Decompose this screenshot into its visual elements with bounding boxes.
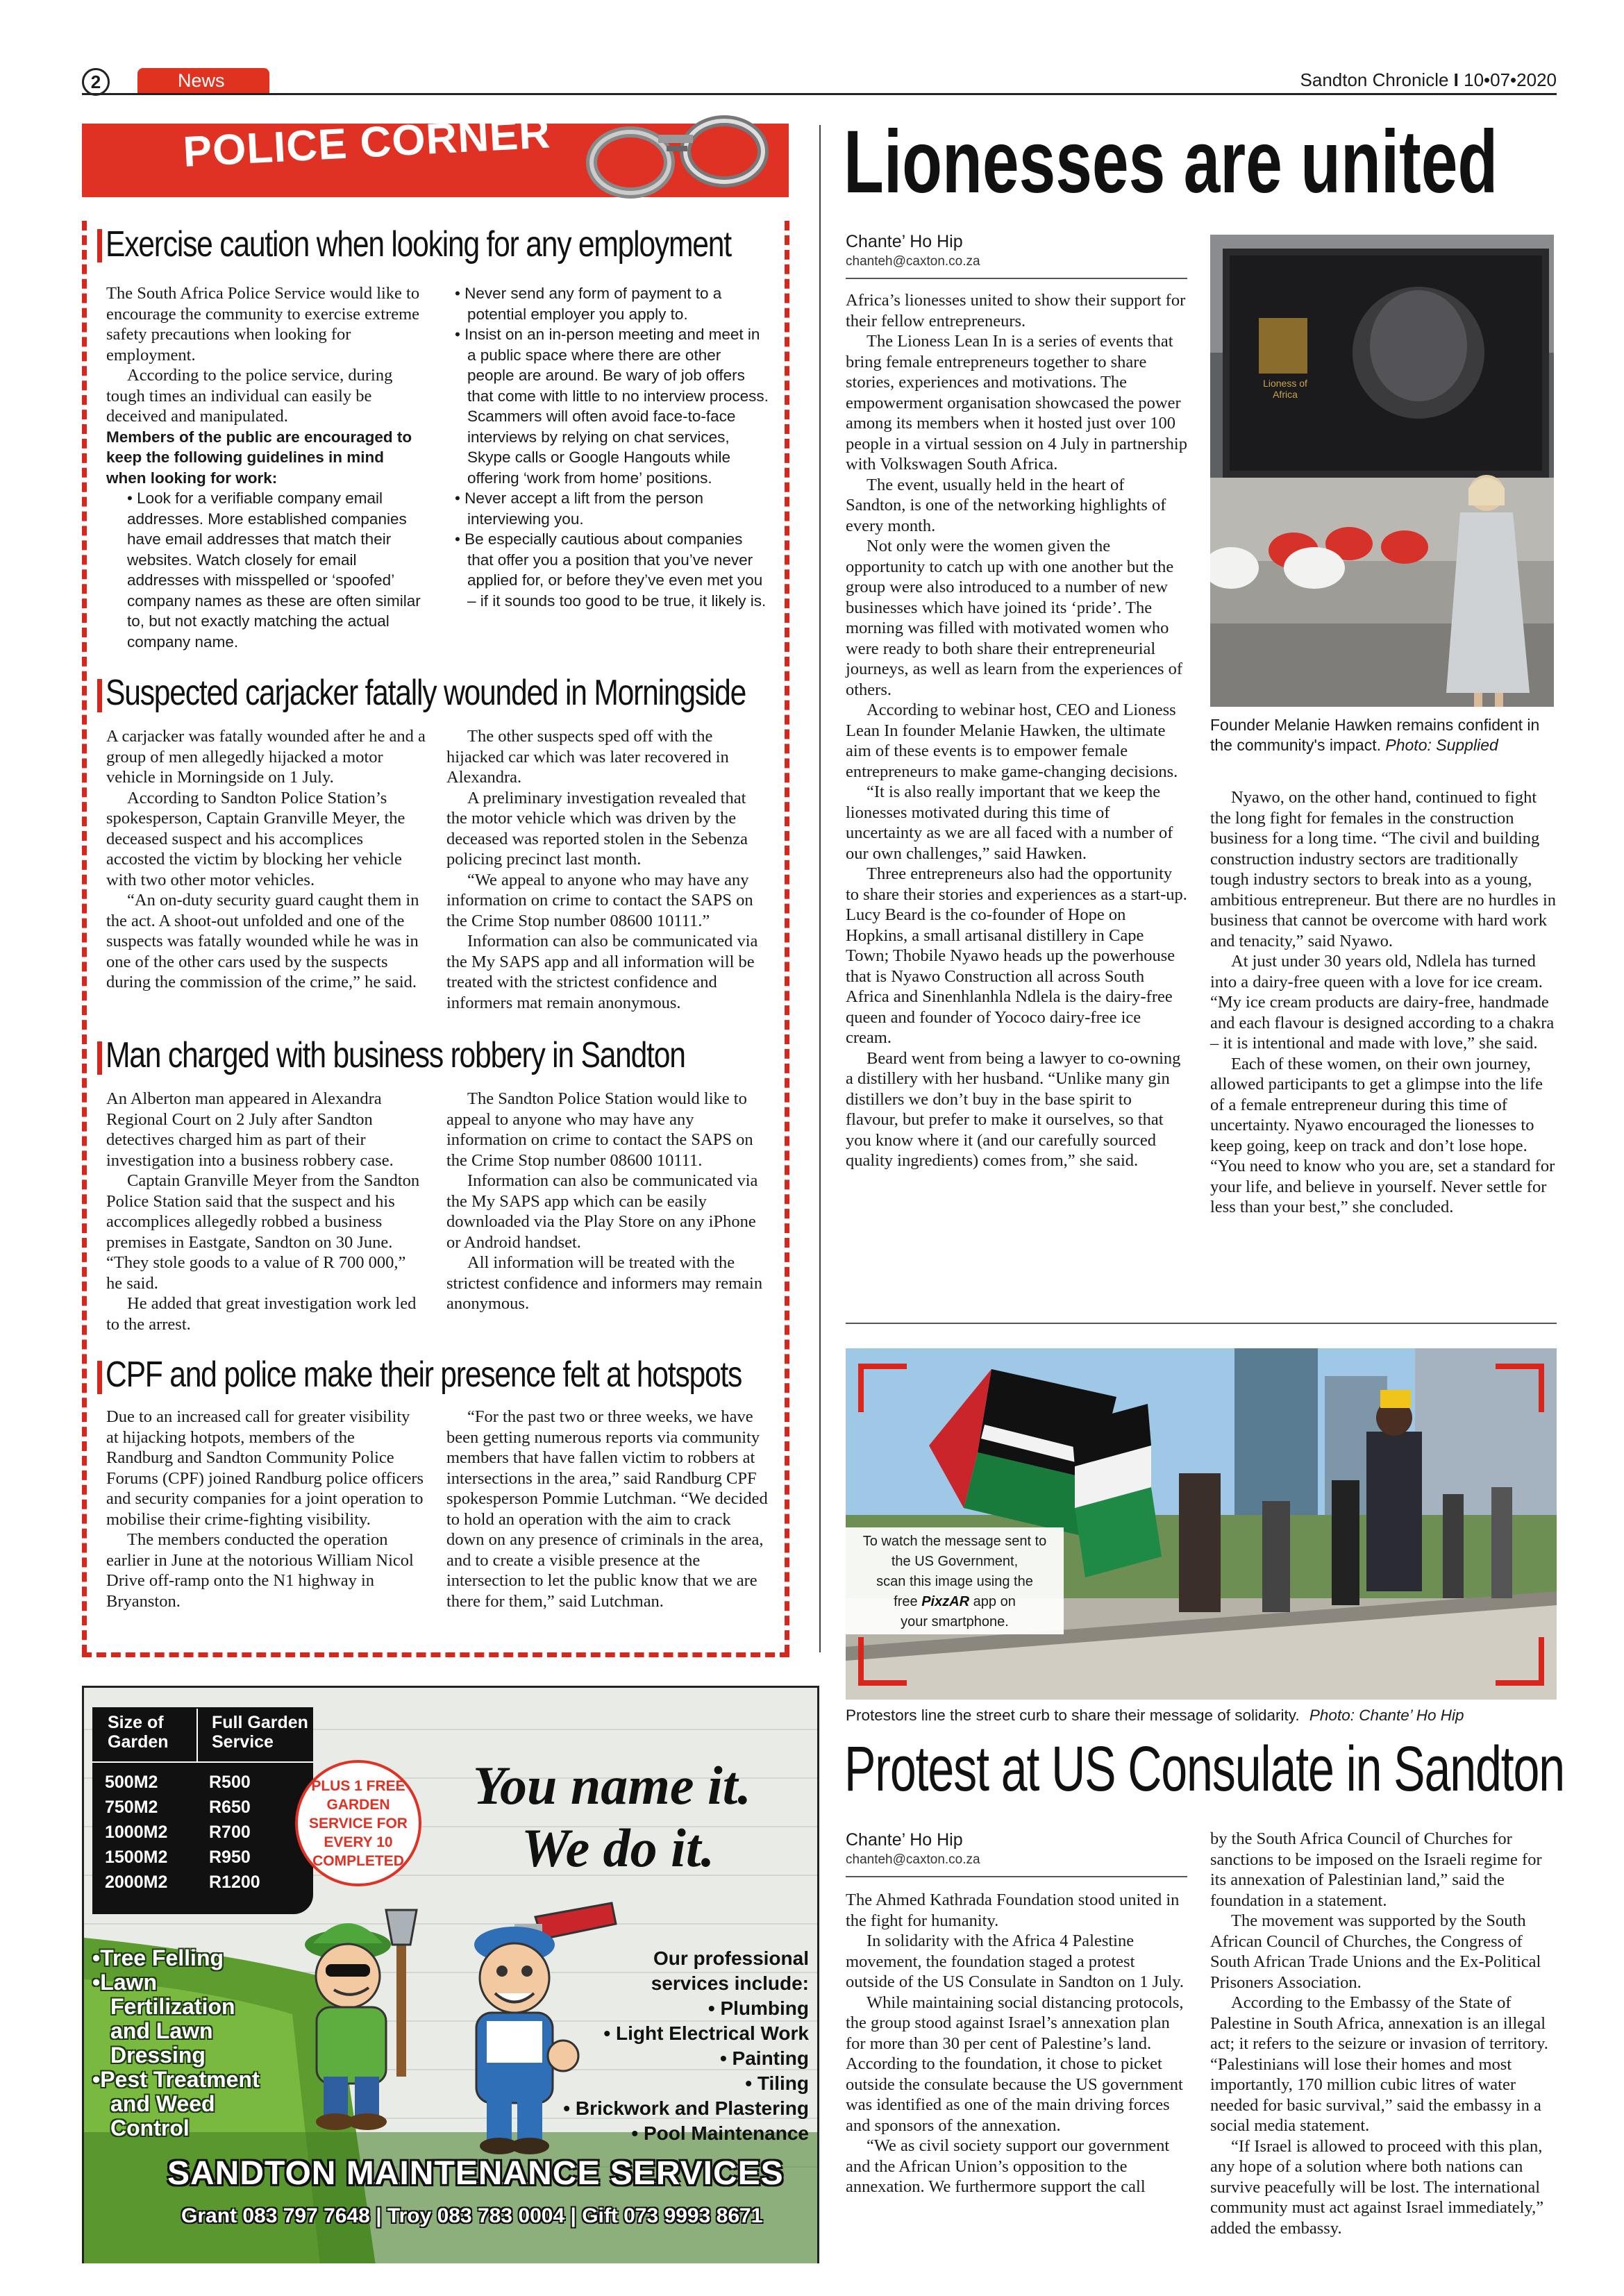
promo-line: SERVICE FOR [309,1815,408,1832]
ar-line-app [846,1592,1064,1612]
gardener-mascot [285,1903,438,2132]
garden-size: 500M2 [105,1773,158,1792]
ar-line: your smartphone. [901,1614,1009,1629]
services-title: services include: [651,1972,809,1994]
lionesses-col1 [846,290,1187,1171]
ar-free-label: free [894,1594,918,1609]
table-row [105,1798,306,1822]
protest-headline: Protest at US Consulate in Sandton [844,1734,1565,1804]
service-price: R650 [209,1798,251,1817]
service-item: and Lawn [110,2018,213,2043]
service-item: and Weed [110,2091,215,2116]
paragraph: According to Sandton Police Station’s spokesperson, Captain Granville Meyer, the deceased suspect and his accomplices accosted the victim by blocking her vehicle with two other motor vehicles. [106,788,405,889]
table-rows [105,1773,306,1897]
paragraph: Africa’s lionesses united to show their support for their fellow entrepreneurs. [846,291,1186,330]
paragraph: A carjacker was fatally wounded after he and a group of men allegedly hijacked a motor vehicle in Morningside on 1 July. [106,727,426,787]
story1-col1 [106,283,426,652]
paragraph: The other suspects sped off with the hijacked car which was later recovered in Alexandra. [446,727,729,787]
header-rule [82,93,1557,95]
table-row [105,1822,306,1847]
garden-size: 1000M2 [105,1822,168,1842]
paragraph: “We as civil society support our government and the African Union’s opposition to the annexation. We furthermore support the call [846,2136,1170,2196]
paragraph: Information can also be communicated via the My SAPS app which can be easily downloaded via the Play Store on any iPhone or Android handset. [446,1171,758,1252]
paragraph: “If Israel is allowed to proceed with this plan, any hope of a solution where both nations can survive peacefully will be lost. The international community must act against Israel immediately,” added the embassy. [1210,2136,1544,2238]
ar-line: To watch the message sent to [862,1534,1047,1549]
paragraph: While maintaining social distancing protocols, the group stood against Israel’s annexation plan for more than 30 per cent of Palestine’s land. According to the foundation, it chose to picket outside the consulate because the US government was identified as one of the main driving forces and sponsors of the annexation. [846,1993,1184,2135]
promo-line: GARDEN [326,1796,390,1813]
corner-marker [858,1637,907,1686]
section-label: News [178,70,225,91]
paragraph: According to the police service, during tough times an individual can easily be deceived and manipulated. [106,366,393,426]
service-item: • Plumbing [708,1997,809,2019]
police-corner-title: POLICE CORNER [182,109,552,176]
table-row [105,1773,306,1798]
screen-logo: Lioness of Africa [1263,378,1307,400]
protest-email: chanteh@caxton.co.za [846,1852,980,1867]
story4-col1 [106,1407,426,1611]
paragraph: Due to an increased call for greater visibility at hijacking hotpots, members of the Randburg and Sandton Community Police Forums (CPF) joined Randburg police officers and security companies for a joint operation to mobilise their crime-fighting visibility. [106,1407,424,1529]
promo-line: PLUS 1 FREE [311,1777,405,1794]
garden-size: 750M2 [105,1798,158,1817]
service-price: R950 [209,1847,251,1867]
byline-rule [846,1876,1187,1877]
service-item: • Brickwork and Plastering [563,2097,809,2119]
story4-col2 [446,1407,769,1611]
paragraph: Not only were the women given the opportunity to catch up with one another but the group were also introduced to a number of new businesses which have joined its ‘pride’. The morning was filled with motivated women who were ready to both share their entrepreneurial journeys, as well as learn from the experiences of others. [846,537,1183,699]
photo-credit: Photo: Chante’ Ho Hip [1309,1707,1464,1724]
table-head-size: Size of Garden [108,1713,169,1752]
caption-text: Founder Melanie Hawken remains confident in the community's impact. [1210,716,1540,754]
page-number: 2 [90,71,101,92]
paragraph: The Lioness Lean In is a series of events that bring female entrepreneurs together to share stories, experiences and motivations. The empowerment organisation showcased the power among its members when it hosted just over 100 people in a virtual session on 4 July in partnership with Volkswagen South Africa. [846,332,1187,474]
story2-headline: Suspected carjacker fatally wounded in Morningside [106,673,746,713]
paragraph: At just under 30 years old, Ndlela has turned into a dairy-free queen with a love for ice cream. “My ice cream products are dairy-free, handmade and each flavour is designed according to a chakra – it is intentional and made with love,” she said. [1210,952,1555,1053]
bullet-item: • Never send any form of payment to a potential employer you apply to. [455,285,722,323]
bullet-item: • Look for a verifiable company email addresses. More established companies have email addresses that match their websites. Watch closely for email addresses with misspelled or ‘spoofed’ company names as these are often similar to, but not exactly matching the actual company name. [127,489,421,651]
protest-photo-caption [846,1707,1557,1725]
protest-byline: Chante’ Ho Hip [846,1830,963,1850]
paragraph: “An on-duty security guard caught them in the act. A shoot-out unfolded and one of the suspects was fatally wounded while he was in one of the other cars used by the suspects during the commission of the crime,” he said. [106,891,419,991]
garden-size: 2000M2 [105,1872,168,1892]
paragraph: The Sandton Police Station would like to appeal to anyone who may have any information on crime to contact the SAPS on the Crime Stop number 08600 10111. [446,1089,753,1170]
story2-col2 [446,726,769,1013]
paragraph: The Ahmed Kathrada Foundation stood united in the fight for humanity. [846,1891,1180,1930]
slogan-1: You name it. [473,1755,751,1816]
paragraph: Three entrepreneurs also had the opportunity to share their stories and experiences as a start-up. Lucy Beard is the co-founder of Hope on Hopkins, a small artisanal distillery in Cape Town; Thobile Nyawo heads up the powerhouse that is Nyawo Construction all across South Africa and Sinenhlanhla Ndlela is the dairy-free queen and founder of Yococo dairy-free ice cream. [846,864,1187,1047]
garden-size: 1500M2 [105,1847,168,1867]
paragraph: The members conducted the operation earlier in June at the notorious William Nicol Drive off-ramp onto the N1 highway in Bryanston. [106,1530,414,1611]
paragraph: According to webinar host, CEO and Lioness Lean In founder Melanie Hawken, the ultimate aim of these events is to empower female entrepreneurs to make game-changing decisions. [846,701,1178,781]
paragraph: Information can also be communicated via the My SAPS app and all information will be treated with the strictest confidence and informers mat remain anonymous. [446,932,758,1012]
issue-date: 10•07•2020 [1464,69,1557,90]
paragraph: “For the past two or three weeks, we have been getting numerous reports via community members that have fallen victim to robbers at intersections in the area,” said Randburg CPF spokesperson Pommie Lutchman. “We decided to hold an operation with the aim to crack down on any presence of criminals in the area, and to create a visible presence at the intersection to let the public know that we are there for them,” said Lutchman. [446,1407,768,1611]
bullet-item: • Insist on an in-person meeting and meet in a public space where there are other people are around. Be wary of job offers that come with little to no interview process. Scammers will often avoid face-to-face interviews by relying on chat services, Skype calls or Google Hangouts while offering ‘work from home’ positions. [455,326,769,487]
ar-line: scan this image using the [876,1574,1033,1589]
paragraph: According to the Embassy of the State of Palestine in South Africa, annexation is an illegal act; it refers to the seizure or invasion of territory. “Palestinians will lose their homes and most importantly, 170 million cubic litres of water needed for basic survival,” said the embassy in a social media statement. [1210,1993,1548,2135]
bullet-item: • Never accept a lift from the person interviewing you. [455,489,704,528]
handcuffs-icon [582,101,776,212]
police-frame-bottom [82,1652,789,1657]
protest-col2 [1210,1829,1556,2238]
service-price: R1200 [209,1872,260,1892]
service-item: •Lawn [92,1970,157,1995]
masthead [1264,69,1557,91]
service-item: •Pest Treatment [92,2067,260,2092]
lionesses-email: chanteh@caxton.co.za [846,254,980,269]
police-frame-left [82,221,87,1654]
paragraph: The South Africa Police Service would like to encourage the community to exercise extreme safety precautions when looking for employment. [106,284,420,364]
table-row [105,1872,306,1897]
paragraph: The movement was supported by the South African Council of Churches, the Congress of South African Trade Unions and the Ex-Political Prisoners Association. [1210,1911,1541,1992]
service-item: Dressing [110,2043,206,2068]
paragraph: Beard went from being a lawyer to co-owning a distillery with her husband. “Unlike many gin distillers we don’t buy in the base spirit to flavour, but prefer to make it ourselves, so that you know where it (and our carefully sourced quality ingredients) comes from,” she said. [846,1048,1181,1170]
story1-marker [97,229,102,262]
services-title: Our professional [653,1947,809,1969]
paragraph: “We appeal to anyone who may have any information on crime to contact the SAPS on the Crime Stop number 08600 10111.” [446,870,753,930]
ar-line: the US Government, [891,1554,1019,1569]
story1-headline: Exercise caution when looking for any employment [106,224,731,265]
promo-line: COMPLETED [312,1852,404,1869]
caption-text: Protestors line the street curb to share their message of solidarity. [846,1707,1300,1724]
protest-col1 [846,1890,1187,2197]
story2-col1 [106,726,426,993]
protest-photo [846,1348,1557,1700]
service-item: • Light Electrical Work [603,2022,809,2044]
paragraph: He added that great investigation work led to the arrest. [106,1294,417,1334]
publication-name: Sandton Chronicle [1300,69,1449,90]
paragraph: In solidarity with the Africa 4 Palestine movement, the foundation staged a protest outside of the US Consulate in Sandton on 1 July. [846,1932,1184,1991]
table-row [105,1847,306,1872]
promo-bubble [295,1760,421,1886]
table-divider [196,1709,198,1761]
lionesses-photo [1210,235,1554,707]
promo-line: EVERY 10 [324,1834,393,1850]
service-item: Fertilization [110,1994,235,2019]
corner-marker [1496,1364,1544,1412]
corner-marker [1496,1637,1544,1686]
paragraph: All information will be treated with the strictest confidence and informers may remain anonymous. [446,1253,763,1313]
story4-marker [97,1361,102,1394]
pixzar-logo: PixzAR [921,1594,970,1609]
bullet-item: • Be especially cautious about companies that offer you a position that you’ve never applied for, or before they’ve even met you – if it sounds too good to be true, it likely is. [455,530,767,610]
page-number-badge [82,68,110,96]
photo-credit: Photo: Supplied [1385,736,1498,754]
service-price: R500 [209,1773,251,1792]
service-item: •Tree Felling [92,1945,224,1970]
story1-col2 [446,283,769,611]
paragraph: An Alberton man appeared in Alexandra Regional Court on 2 July after Sandton detectives charged him as part of their investigation into a business robbery case. [106,1089,394,1170]
paragraph: The event, usually held in the heart of Sandton, is one of the networking highlights of every month. [846,475,1166,535]
professional-services [556,1946,809,2146]
advert [82,1686,819,2263]
paragraph: “It is also really important that we keep the lionesses motivated during this time of uncertainty as we are all faced with a number of our own challenges,” said Hawken. [846,782,1173,863]
garden-services-list [92,1946,260,2140]
lionesses-photo-caption [1210,715,1557,755]
service-item: • Tiling [745,2072,809,2094]
section-rule [846,1323,1557,1324]
service-item: • Pool Maintenance [631,2122,809,2144]
column-divider [819,125,821,1652]
paragraph: by the South Africa Council of Churches for sanctions to be imposed on the Israeli regime for its annexation of Palestinian land,” said the foundation in a statement. [1210,1829,1542,1910]
service-item: Control [110,2115,190,2140]
bold-lead: Members of the public are encouraged to keep the following guidelines in mind when looking for work: [106,428,412,487]
lionesses-col2 [1210,787,1556,1218]
paragraph: Captain Granville Meyer from the Sandton Police Station said that the suspect and his accomplices allegedly robbed a business premises in Eastgate, Sandton on 30 June. “They stole goods to a value of R 700 000,” he said. [106,1171,420,1293]
story3-marker [97,1041,102,1075]
ar-info-box [846,1527,1064,1634]
section-tab [137,68,269,93]
company-name: SANDTON MAINTENANCE SERVICES [167,2155,784,2192]
service-price: R700 [209,1822,251,1842]
ar-app-on-label: app on [973,1594,1016,1609]
masthead-separator: I [1448,69,1464,90]
paragraph: Nyawo, on the other hand, continued to fight the long fight for females in the construction business for a long time. “The civil and building construction industry sectors are traditionally tough industry sectors to break into as a young, ambitious entrepreneur. But there are no hurdles in business that cannot be overcome with hard work and tenacity,” said Nyawo. [1210,788,1557,950]
story2-marker [97,679,102,712]
slogan-2: We do it. [521,1818,715,1878]
story4-headline: CPF and police make their presence felt at hotspots [106,1355,742,1395]
story3-col2 [446,1089,769,1314]
lionesses-byline: Chante’ Ho Hip [846,232,963,251]
paragraph: A preliminary investigation revealed that the motor vehicle which was driven by the deceased was reported stolen in the Sebenza policing precinct last month. [446,788,748,869]
paragraph: Each of these women, on their own journey, allowed participants to get a glimpse into the life of a female entrepreneur during this time of uncertainty. Nyawo encouraged the lionesses to keep going, keep on track and don’t lose hope. “You need to know who you are, set a standard for your life, and believe in yourself. Never settle for less than your best,” she concluded. [1210,1054,1555,1216]
table-rule [92,1761,313,1763]
corner-marker [858,1364,907,1412]
story3-headline: Man charged with business robbery in Sandton [106,1035,685,1075]
table-head-service: Full Garden Service [212,1713,308,1752]
service-item: • Painting [719,2047,809,2069]
story3-col1 [106,1089,426,1334]
police-frame-right [785,221,789,1654]
contact-numbers: Grant 083 797 7648 | Troy 083 783 0004 | Gift 073 9993 8671 [181,2204,763,2227]
lionesses-headline: Lionesses are united [844,112,1498,212]
byline-rule [846,278,1187,279]
